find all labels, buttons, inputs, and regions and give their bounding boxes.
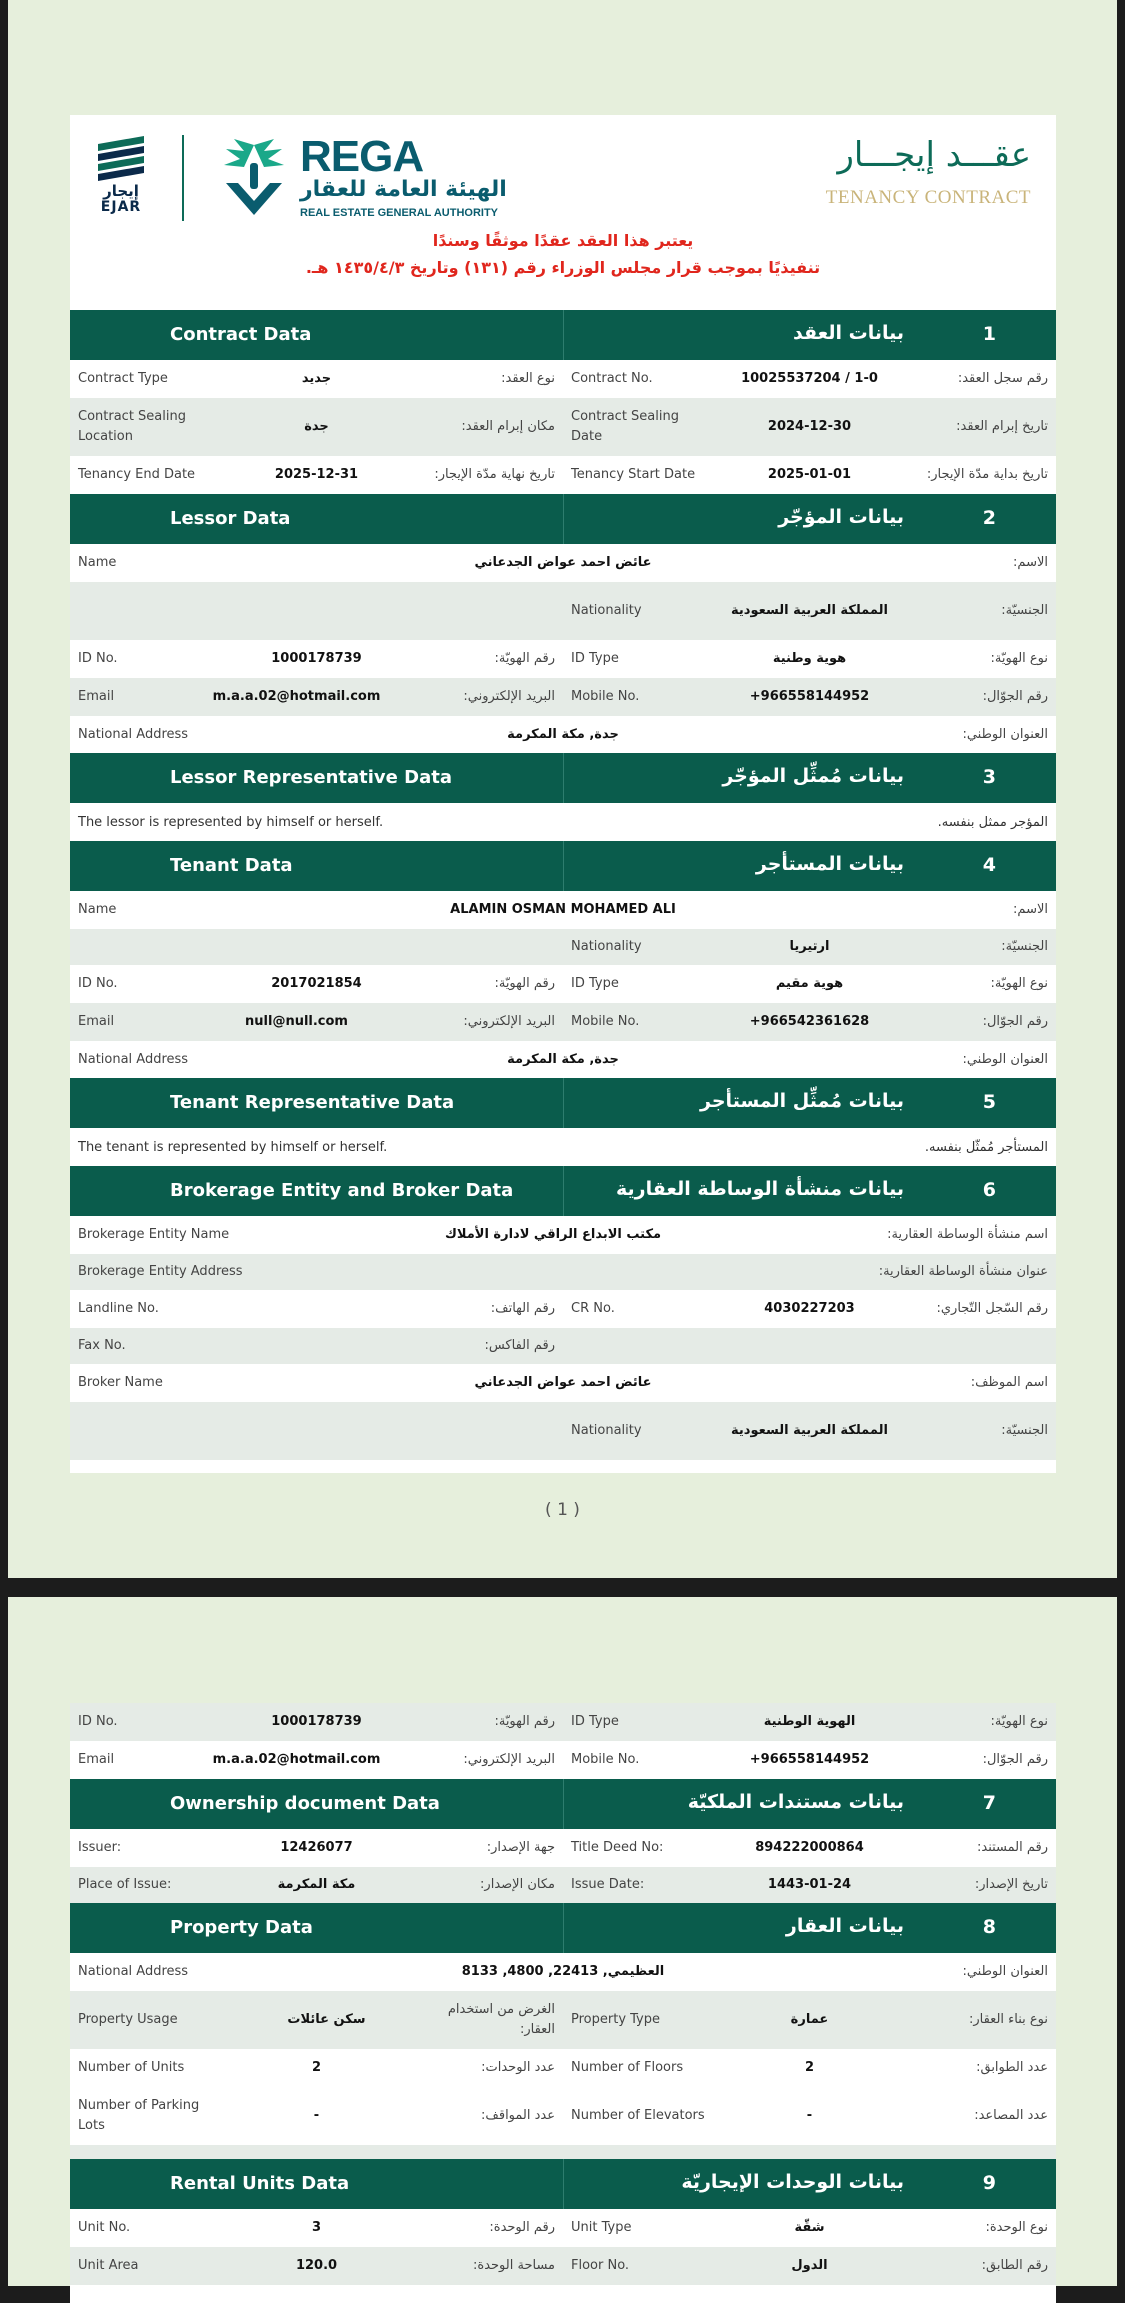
field-value: +966558144952: [749, 689, 870, 704]
field-value: مكة المكرمة: [277, 1877, 356, 1892]
field-label-en: Number of Elevators: [571, 2108, 705, 2123]
field-value: +966542361628: [749, 1014, 870, 1029]
field-label-en: National Address: [78, 1051, 189, 1067]
section-title-ar: بيانات الوحدات الإيجاريّة: [681, 2171, 904, 2193]
field-value: جدة: [304, 419, 329, 434]
field-label-en: Property Type: [571, 2012, 661, 2027]
field-value: عائض احمد عواض الجدعاني: [474, 1375, 652, 1390]
table-row: [70, 2209, 1056, 2247]
field-label-en: National Address: [78, 726, 189, 742]
doc-title-en: TENANCY CONTRACT: [825, 187, 1031, 208]
field-label-ar: نوع الهويّة:: [990, 651, 1048, 666]
table-row: [70, 1364, 1056, 1402]
table-row: [70, 640, 1056, 678]
field-value: 2017021854: [271, 976, 362, 991]
field-label-ar: مساحة الوحدة:: [473, 2258, 555, 2273]
field-label-ar: رقم الوحدة:: [489, 2220, 555, 2235]
field-label-ar: البريد الإلكتروني:: [463, 689, 555, 704]
field-value: 12426077: [280, 1840, 353, 1855]
field-label-ar: رقم سجل العقد:: [957, 371, 1048, 386]
field-value: الهوية الوطنية: [763, 1714, 856, 1729]
field-label-en: Number of Parking Lots: [78, 2098, 200, 2133]
field-label-en: Email: [78, 689, 115, 704]
field-value: 4030227203: [764, 1301, 855, 1316]
table-row: [70, 678, 1056, 716]
section-number: 3: [982, 766, 996, 788]
note-en: The lessor is represented by himself or herself.: [78, 814, 384, 830]
field-label-en: Number of Units: [78, 2060, 185, 2075]
field-value: مكتب الابداع الراقي لادارة الأملاك: [444, 1227, 662, 1242]
table-row: [70, 1741, 1056, 1779]
field-label-ar: البريد الإلكتروني:: [463, 1014, 555, 1029]
field-label-en: ID No.: [78, 651, 118, 666]
table-row: [70, 1216, 1056, 1254]
rega-logo-sub: REAL ESTATE GENERAL AUTHORITY: [300, 207, 499, 219]
field-label-en: ID Type: [571, 976, 619, 991]
field-label-ar: رقم الهاتف:: [490, 1301, 555, 1316]
field-label-ar: الاسم:: [1013, 555, 1048, 570]
field-label-en: Brokerage Entity Address: [78, 1264, 243, 1279]
field-label-en: Name: [78, 902, 117, 917]
field-label-en: Property Usage: [78, 2012, 178, 2027]
field-label-ar: عنوان منشأة الوساطة العقارية:: [878, 1264, 1048, 1279]
field-label-ar: عدد الوحدات:: [481, 2060, 555, 2075]
field-label-ar: نوع الهويّة:: [990, 976, 1048, 991]
table-row: [70, 1953, 1056, 1991]
field-label-ar: رقم الطابق:: [981, 2258, 1048, 2273]
section-title-ar: بيانات المستأجر: [755, 853, 904, 875]
table-row: [70, 1867, 1056, 1903]
field-label-en: Place of Issue:: [78, 1877, 172, 1892]
field-label-en: Contract Sealing Date: [571, 409, 679, 444]
field-label-en: Nationality: [571, 1423, 642, 1438]
field-label-ar: رقم الهويّة:: [494, 976, 555, 991]
field-label-ar: تاريخ الإصدار:: [974, 1877, 1048, 1892]
field-value: عائض احمد عواض الجدعاني: [474, 555, 652, 570]
field-value: 10025537204 / 1-0: [741, 371, 878, 386]
table-row: [70, 1991, 1056, 2049]
notice-line-2: تنفيذيًا بموجب قرار مجلس الوزراء رقم (١٣١) وتاريخ ١٤٣٥/٤/٣ هـ.: [305, 258, 821, 277]
field-label-ar: تاريخ بداية مدّة الإيجار:: [926, 467, 1048, 482]
field-label-ar: نوع العقد:: [501, 371, 555, 386]
table-row: [70, 456, 1056, 494]
field-label-ar: رقم الهويّة:: [494, 651, 555, 666]
notice-line-1: يعتبر هذا العقد عقدًا موثقًا وسندًا: [432, 231, 694, 250]
field-value: 1443-01-24: [767, 1877, 852, 1892]
field-label-ar: الجنسيّة:: [1001, 1423, 1048, 1438]
field-label-ar: اسم الموظف:: [970, 1375, 1048, 1390]
field-value: 1000178739: [271, 651, 362, 666]
field-value: عمارة: [790, 2012, 829, 2027]
field-value: العظيمي, 22413, 4800, 8133: [461, 1964, 665, 1979]
field-label-ar: البريد الإلكتروني:: [463, 1752, 555, 1767]
table-row: [70, 965, 1056, 1003]
field-label-en: Nationality: [571, 939, 642, 954]
field-label-ar: العنوان الوطني:: [962, 726, 1048, 742]
ejar-logo-en: EJAR: [100, 199, 142, 215]
field-value: null@null.com: [245, 1014, 348, 1029]
section-header-lessor-rep: [70, 753, 1056, 803]
contract-header: [70, 115, 1056, 310]
table-row: [70, 398, 1056, 456]
field-label-ar: عدد المصاعد:: [974, 2108, 1048, 2123]
section-title-en: Contract Data: [170, 324, 312, 345]
field-value: m.a.a.02@hotmail.com: [212, 689, 381, 704]
section-title-ar: بيانات العقار: [785, 1915, 904, 1937]
table-row: [70, 929, 1056, 965]
field-value: 2024-12-30: [767, 419, 852, 434]
logo-divider: [182, 135, 184, 221]
note-ar: المستأجر مُمثّل بنفسه.: [924, 1139, 1048, 1155]
table-row: [70, 360, 1056, 398]
table-row: [70, 2247, 1056, 2285]
doc-title-ar: عقـــد إيجـــار: [837, 135, 1031, 175]
table-row: [70, 1328, 1056, 1364]
field-label-en: Tenancy End Date: [78, 467, 196, 482]
rega-logo-en: REGA: [300, 132, 424, 181]
field-label-en: Mobile No.: [571, 1014, 640, 1029]
section-number: 4: [982, 854, 996, 876]
section-title-en: Tenant Data: [170, 855, 293, 876]
field-value: 2: [804, 2060, 815, 2075]
field-label-ar: رقم الفاكس:: [484, 1338, 555, 1353]
field-label-ar: رقم المستند:: [976, 1840, 1048, 1855]
field-value: هوية مقيم: [775, 976, 844, 991]
field-label-en: Mobile No.: [571, 1752, 640, 1767]
field-value: 894222000864: [755, 1840, 864, 1855]
field-label-en: ID No.: [78, 976, 118, 991]
field-label-ar: رقم الجوّال:: [982, 1752, 1048, 1767]
field-label-en: Landline No.: [78, 1301, 159, 1316]
contract-page-1: [70, 115, 1056, 1473]
table-row: [70, 582, 1056, 640]
field-label-ar: تاريخ نهاية مدّة الإيجار:: [434, 467, 555, 482]
section-title-en: Rental Units Data: [170, 2173, 350, 2194]
field-label-ar: مكان إبرام العقد:: [461, 419, 555, 434]
field-label-en: Contract No.: [571, 371, 653, 386]
field-label-en: Contract Sealing Location: [78, 409, 186, 444]
section-title-ar: بيانات مستندات الملكيّة: [687, 1791, 904, 1813]
field-value: جدة, مكة المكرمة: [507, 726, 619, 742]
field-label-en: Contract Type: [78, 371, 168, 386]
field-value: شقّة: [794, 2220, 825, 2235]
section-number: 1: [982, 323, 996, 345]
field-label-en: ID Type: [571, 1714, 619, 1729]
field-label-en: ID Type: [571, 651, 619, 666]
section-header-contract: [70, 310, 1056, 360]
field-label-ar: رقم الهويّة:: [494, 1714, 555, 1729]
table-row: [70, 891, 1056, 929]
field-value: 3: [311, 2220, 322, 2235]
section-title-en: Ownership document Data: [170, 1793, 440, 1814]
section-number: 7: [982, 1792, 996, 1814]
table-row: [70, 1703, 1056, 1741]
field-value: +966558144952: [749, 1752, 870, 1767]
field-value: 1000178739: [271, 1714, 362, 1729]
field-label-ar: اسم منشأة الوساطة العقارية:: [887, 1227, 1048, 1242]
field-label-en: Email: [78, 1752, 115, 1767]
table-row: [70, 2087, 1056, 2145]
field-label-ar: الاسم:: [1013, 902, 1048, 917]
note-en: The tenant is represented by himself or herself.: [78, 1139, 388, 1155]
field-label-ar: نوع الوحدة:: [985, 2220, 1048, 2235]
field-label-en: Unit Type: [571, 2220, 632, 2235]
section-header-lessor: [70, 494, 1056, 544]
section-header-tenant-rep: [70, 1078, 1056, 1128]
field-value: 2025-12-31: [274, 467, 359, 482]
field-value: 2: [311, 2060, 322, 2075]
table-row: [70, 2049, 1056, 2087]
page-2: [8, 1597, 1117, 2286]
section-title-ar: بيانات المؤجّر: [778, 506, 904, 528]
field-label-en: Issuer:: [78, 1840, 122, 1855]
field-label-ar: رقم الجوّال:: [982, 689, 1048, 704]
table-row: [70, 544, 1056, 582]
field-label-ar: نوع بناء العقار:: [968, 2012, 1048, 2027]
table-row: [70, 1290, 1056, 1328]
field-label-en: Unit No.: [78, 2220, 131, 2235]
section-title-ar: بيانات منشأة الوساطة العقارية: [615, 1178, 904, 1200]
ejar-logo-ar: إيجار: [103, 182, 139, 200]
section-number: 6: [982, 1179, 996, 1201]
field-label-ar: العنوان الوطني:: [962, 1051, 1048, 1067]
table-row: [70, 1128, 1056, 1166]
field-label-ar: العنوان الوطني:: [962, 1964, 1048, 1979]
contract-page-2: [70, 1703, 1056, 2303]
field-value: ارتيريا: [789, 939, 830, 954]
field-value: 120.0: [295, 2258, 338, 2273]
field-label-en: Unit Area: [78, 2258, 139, 2273]
section-title-en: Lessor Data: [170, 508, 291, 529]
section-header-brokerage: [70, 1166, 1056, 1216]
field-label-ar: عدد المواقف:: [481, 2108, 555, 2123]
section-title-en: Brokerage Entity and Broker Data: [170, 1180, 514, 1201]
section-title-ar: بيانات مُمثِّل المؤجّر: [722, 765, 904, 787]
field-value: هوية وطنية: [772, 651, 847, 666]
field-value: 2025-01-01: [767, 467, 852, 482]
field-label-en: ID No.: [78, 1714, 118, 1729]
page-1: [8, 0, 1117, 1578]
table-row: [70, 1041, 1056, 1078]
field-label-en: CR No.: [571, 1301, 615, 1316]
table-row: [70, 716, 1056, 753]
section-title-en: Tenant Representative Data: [170, 1092, 455, 1113]
section-header-property: [70, 1903, 1056, 1953]
field-value: الدول: [791, 2258, 828, 2273]
table-row: [70, 1254, 1056, 1290]
field-value: جديد: [301, 371, 332, 386]
table-row: [70, 803, 1056, 841]
field-value: ALAMIN OSMAN MOHAMED ALI: [450, 902, 676, 917]
field-label-ar: الغرض من استخدام العقار:: [447, 2002, 555, 2037]
section-number: 5: [982, 1091, 996, 1113]
field-value: سكن عائلات: [287, 2012, 366, 2027]
field-label-en: Name: [78, 555, 117, 570]
field-label-en: Number of Floors: [571, 2060, 684, 2075]
field-label-ar: رقم الجوّال:: [982, 1014, 1048, 1029]
field-label-en: Broker Name: [78, 1375, 163, 1390]
section-number: 8: [982, 1916, 996, 1938]
field-label-en: Nationality: [571, 603, 642, 618]
field-label-ar: الجنسيّة:: [1001, 603, 1048, 618]
note-ar: المؤجر ممثل بنفسه.: [937, 814, 1048, 830]
field-label-ar: عدد الطوابق:: [976, 2060, 1048, 2075]
field-value: جدة, مكة المكرمة: [507, 1051, 619, 1067]
field-label-ar: الجنسيّة:: [1001, 939, 1048, 954]
page-number: ( 1 ): [545, 1500, 580, 1520]
rega-palm-icon: [222, 137, 286, 217]
field-label-en: Fax No.: [78, 1338, 126, 1353]
field-label-ar: رقم السّجل التّجاري:: [936, 1301, 1048, 1316]
field-label-en: Brokerage Entity Name: [78, 1227, 230, 1242]
section-title-ar: بيانات مُمثِّل المستأجر: [700, 1090, 904, 1112]
field-label-en: Issue Date:: [571, 1877, 645, 1892]
field-value: -: [313, 2108, 320, 2123]
section-title-ar: بيانات العقد: [792, 322, 904, 344]
ejar-logo: [96, 137, 146, 215]
field-label-en: Email: [78, 1014, 115, 1029]
field-label-ar: مكان الإصدار:: [480, 1877, 555, 1892]
field-label-en: Tenancy Start Date: [571, 467, 696, 482]
section-header-tenant: [70, 841, 1056, 891]
table-row: [70, 1003, 1056, 1041]
table-row: [70, 1829, 1056, 1867]
section-number: 2: [982, 507, 996, 529]
field-value: m.a.a.02@hotmail.com: [212, 1752, 381, 1767]
rega-logo-ar: الهيئة العامة للعقار: [300, 177, 507, 202]
field-label-ar: جهة الإصدار:: [486, 1840, 555, 1855]
section-header-ownership: [70, 1779, 1056, 1829]
section-header-rental-units: [70, 2159, 1056, 2209]
field-label-en: Mobile No.: [571, 689, 640, 704]
section-number: 9: [982, 2172, 996, 2194]
table-row: [70, 1402, 1056, 1460]
section-title-en: Property Data: [170, 1917, 313, 1938]
field-label-en: Title Deed No:: [571, 1840, 664, 1855]
section-title-en: Lessor Representative Data: [170, 767, 452, 788]
field-label-en: Floor No.: [571, 2258, 630, 2273]
field-value: المملكة العربية السعودية: [731, 1423, 888, 1438]
field-value: -: [806, 2108, 813, 2123]
field-value: المملكة العربية السعودية: [731, 603, 888, 618]
field-label-ar: نوع الهويّة:: [990, 1714, 1048, 1729]
field-label-en: National Address: [78, 1964, 189, 1979]
field-label-ar: تاريخ إبرام العقد:: [956, 419, 1048, 434]
spacer-row: [70, 2145, 1056, 2159]
